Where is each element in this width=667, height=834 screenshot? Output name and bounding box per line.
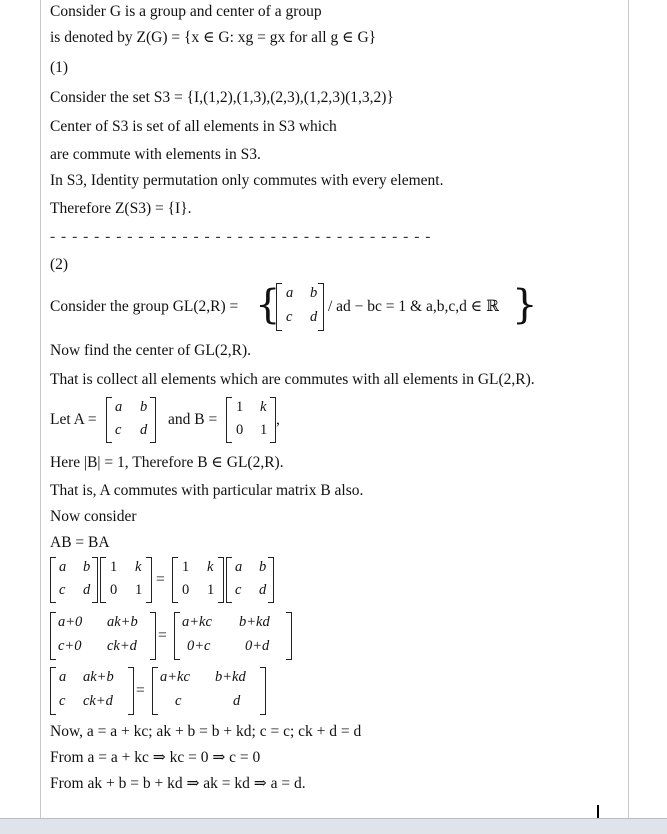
text-line-3: (1) [50, 59, 69, 76]
row2-equals: = [158, 627, 167, 644]
row1-matrix-b-right [172, 557, 224, 603]
r1-ar-b: b [259, 559, 267, 575]
text-line-10: (2) [50, 256, 69, 273]
row1-equals: = [156, 571, 165, 588]
gl-cell-b: b [310, 285, 318, 301]
r1-bl-12: k [135, 559, 142, 575]
r2-l-21: c+0 [58, 638, 82, 654]
row2-matrix-right [174, 612, 292, 660]
let-a-label: Let A = [50, 411, 97, 428]
page-left-border [40, 0, 41, 818]
row3-matrix-left [50, 667, 134, 715]
r1-bl-21: 0 [110, 582, 118, 598]
text-line-15: Here |B| = 1, Therefore B ∈ GL(2,R). [50, 454, 284, 471]
b-cell-11: 1 [236, 399, 244, 415]
and-b-label: and B = [168, 411, 218, 428]
window-bottom-bar [0, 818, 667, 834]
a-cell-d: d [140, 422, 148, 438]
r3-l-12: ak+b [83, 669, 114, 685]
gl-cell-a: a [286, 285, 294, 301]
r1-ar-d: d [259, 582, 267, 598]
r3-l-22: ck+d [83, 693, 113, 709]
r1-al-c: c [59, 582, 66, 598]
text-line-23: From a = a + kc ⇒ kc = 0 ⇒ c = 0 [50, 749, 261, 766]
text-line-5: Center of S3 is set of all elements in S3 which [50, 118, 337, 135]
left-brace: { [255, 282, 281, 328]
r1-bl-22: 1 [135, 582, 143, 598]
r2-l-11: a+0 [58, 614, 83, 630]
text-line-12: Now find the center of GL(2,R). [50, 342, 252, 359]
r1-al-d: d [83, 582, 91, 598]
r1-br-12: k [207, 559, 214, 575]
matrix-a [106, 397, 156, 443]
right-brace: } [512, 282, 538, 328]
row3-matrix-right [152, 667, 266, 715]
gl-matrix [276, 283, 324, 331]
r1-ar-a: a [235, 559, 243, 575]
text-line-16: That is, A commutes with particular matrix B also. [50, 482, 364, 499]
b-cell-21: 0 [236, 422, 244, 438]
r3-r-22: d [233, 693, 241, 709]
a-cell-a: a [115, 399, 123, 415]
r3-r-21: c [175, 693, 182, 709]
matrix-b [226, 397, 276, 443]
gl-definition-prefix: Consider the group GL(2,R) = [50, 298, 239, 315]
text-line-4: Consider the set S3 = {I,(1,2),(1,3),(2,3),(1,2,3)(1,3,2)} [50, 89, 394, 106]
r3-r-11: a+kc [160, 669, 190, 685]
text-line-22: Now, a = a + kc; ak + b = b + kd; c = c; ck + d = d [50, 723, 362, 740]
gl-definition-condition: / ad − bc = 1 & a,b,c,d ∈ ℝ [328, 298, 499, 315]
r1-ar-c: c [235, 582, 242, 598]
r1-br-22: 1 [207, 582, 215, 598]
r3-l-21: c [59, 693, 66, 709]
row1-matrix-a-left [50, 557, 98, 603]
r2-r-12: b+kd [239, 614, 270, 630]
comma: , [276, 411, 280, 428]
text-line-18: AB = BA [50, 534, 110, 551]
r1-br-11: 1 [182, 559, 190, 575]
page-right-border [628, 0, 629, 818]
a-cell-c: c [115, 422, 122, 438]
text-line-6: are commute with elements in S3. [50, 146, 261, 163]
text-line-2: is denoted by Z(G) = {x ∈ G: xg = gx for all g ∈ G} [50, 29, 377, 46]
r1-al-a: a [59, 559, 67, 575]
text-line-7: In S3, Identity permutation only commutes with every element. [50, 172, 444, 189]
r2-r-11: a+kc [182, 614, 212, 630]
r1-br-21: 0 [182, 582, 190, 598]
text-line-8: Therefore Z(S3) = {I}. [50, 200, 192, 217]
r2-r-21: 0+c [187, 638, 211, 654]
row2-matrix-left [50, 612, 156, 660]
text-line-13: That is collect all elements which are commutes with all elements in GL(2,R). [50, 371, 535, 388]
b-cell-22: 1 [260, 422, 268, 438]
a-cell-b: b [140, 399, 148, 415]
text-line-24: From ak + b = b + kd ⇒ ak = kd ⇒ a = d. [50, 775, 306, 792]
text-line-1: Consider G is a group and center of a group [50, 3, 322, 20]
r1-bl-11: 1 [110, 559, 118, 575]
r3-l-11: a [59, 669, 67, 685]
b-cell-12: k [260, 399, 267, 415]
row1-matrix-b-left [100, 557, 152, 603]
r3-r-12: b+kd [215, 669, 246, 685]
gl-cell-d: d [310, 309, 318, 325]
r2-l-12: ak+b [107, 614, 138, 630]
row1-matrix-a-right [226, 557, 274, 603]
r1-al-b: b [83, 559, 91, 575]
gl-cell-c: c [286, 309, 293, 325]
separator-dashes: - - - - - - - - - - - - - - - - - - - - - - - - - - - - - - - - - - - [50, 228, 432, 245]
r2-l-22: ck+d [107, 638, 137, 654]
r2-r-22: 0+d [245, 638, 270, 654]
text-line-17: Now consider [50, 508, 137, 525]
row3-equals: = [136, 682, 145, 699]
